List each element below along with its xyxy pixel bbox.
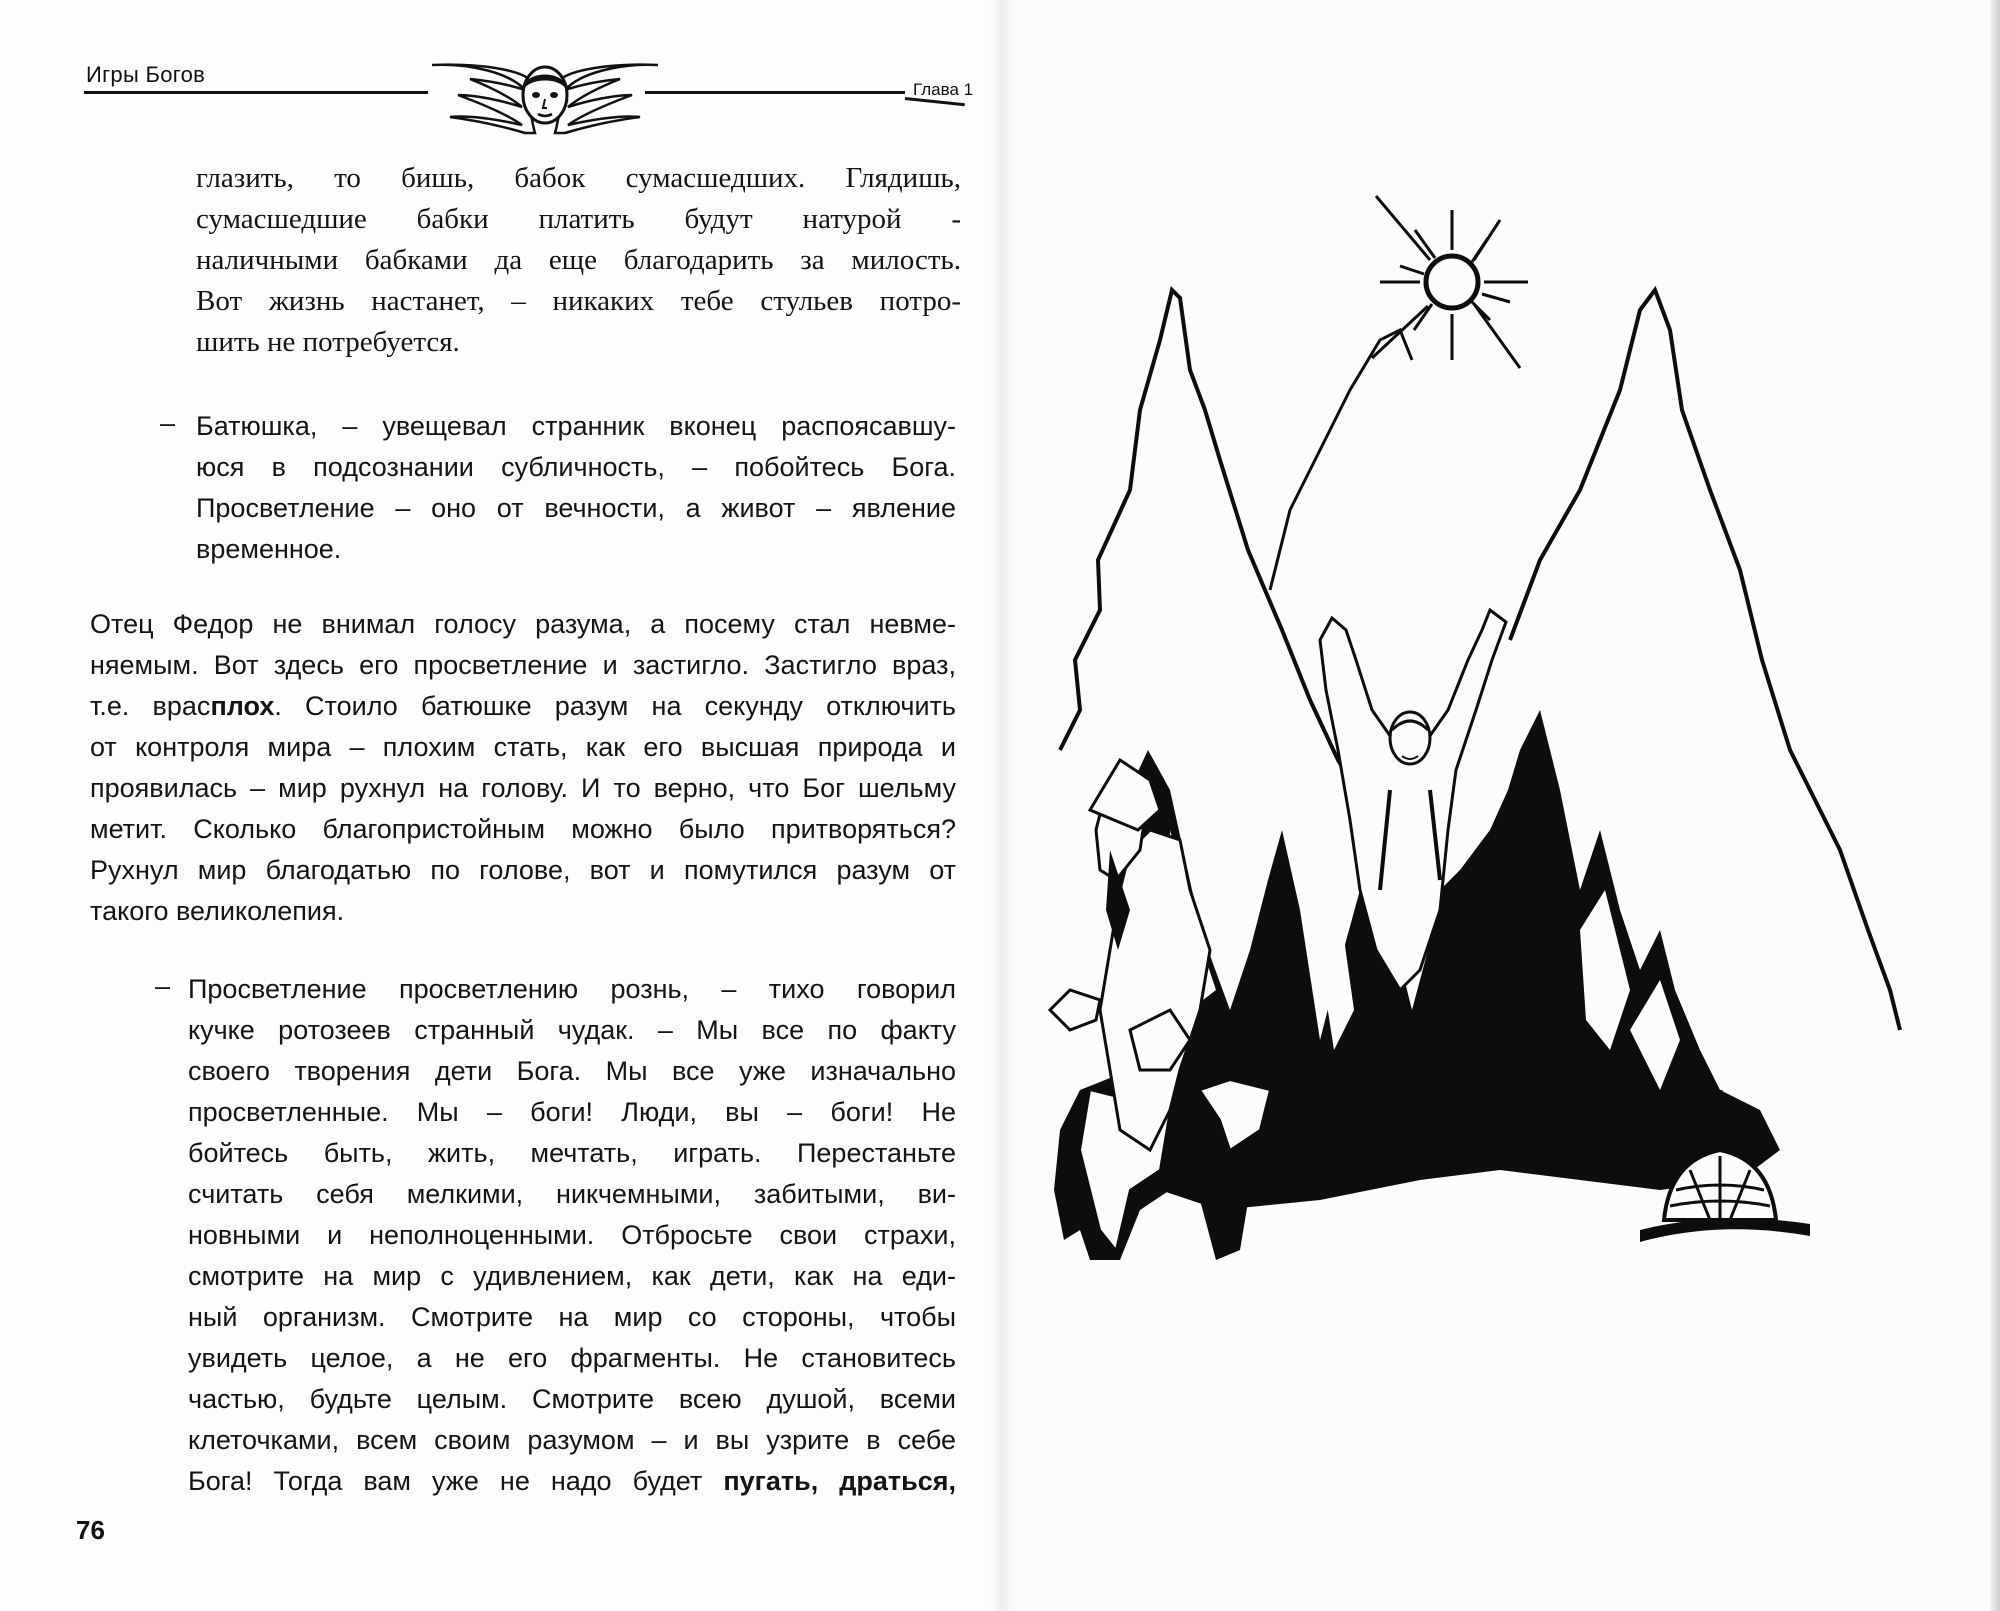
running-head-chapter: Глава 1: [913, 80, 974, 99]
text-line: Батюшка, – увещевал странник вконец распоясавшу-: [196, 411, 956, 441]
text-line: Просветление – оно от вечности, а живот – явление: [196, 493, 956, 523]
text-line: метит. Сколько благопристойным можно было притворяться?: [90, 814, 956, 844]
bold-word: плох: [210, 691, 275, 721]
paragraph-dialogue-eccentric: [188, 969, 956, 1502]
text-line: глазить, то бишь, бабок сумасшедших. Глядишь,: [196, 162, 961, 194]
page-number: 76: [76, 1515, 105, 1545]
text-line: юся в подсознании субличность, – побойтесь Бога.: [196, 452, 956, 482]
dialogue-dash: –: [155, 971, 171, 1001]
header-rule-right: [645, 91, 905, 94]
text-line: проявилась – мир рухнул на голову. И то верно, что Бог шельму: [90, 773, 956, 803]
text-line: увидеть целое, а не его фрагменты. Не становитесь: [188, 1343, 956, 1373]
angel-head-ornament-icon: [430, 55, 660, 135]
text-line: няемым. Вот здесь его просветление и застигло. Застигло враз,: [90, 650, 956, 680]
text-line: просветленные. Мы – боги! Люди, вы – боги! Не: [188, 1097, 956, 1127]
paragraph-narration: [90, 604, 956, 932]
text-line-with-bold: [90, 686, 956, 727]
text-run: т.е. врас: [90, 691, 211, 721]
text-run: . Стоило батюшке разум на секунду отключить: [274, 691, 956, 721]
text-line: клеточками, всем своим разумом – и вы узрите в себе: [188, 1425, 956, 1455]
text-line: своего творения дети Бога. Мы все уже изначально: [188, 1056, 956, 1086]
page-edge-shadow: [1990, 0, 2000, 1611]
text-line: наличными бабками да еще благодарить за милость.: [196, 244, 961, 276]
left-mountain: [1060, 290, 1368, 810]
paragraph-dialogue-wanderer: [196, 406, 956, 570]
sun-icon: [1372, 196, 1528, 368]
book-gutter: [990, 0, 1014, 1611]
paragraph-continuation: [196, 158, 961, 363]
text-line: Отец Федор не внимал голосу разума, а посему стал невме-: [90, 609, 956, 639]
text-line: частью, будьте целым. Смотрите всею душой, всеми: [188, 1384, 956, 1414]
text-line: Вот жизнь настанет, – никаких тебе стульев потро-: [196, 285, 961, 317]
text-line: смотрите на мир с удивлением, как дети, как на еди-: [188, 1261, 956, 1291]
text-line: от контроля мира – плохим стать, как его высшая природа и: [90, 732, 956, 762]
text-line-with-bold: [188, 1461, 956, 1502]
header-rule-left: [84, 91, 428, 94]
text-line: кучке ротозеев странный чудак. – Мы все по факту: [188, 1015, 956, 1045]
text-line: сумасшедшие бабки платить будут натурой -: [196, 203, 961, 235]
text-run: Бога! Тогда вам уже не надо будет: [188, 1466, 724, 1496]
bold-phrase: пугать, драться,: [723, 1466, 956, 1496]
text-line: такого великолепия.: [90, 896, 345, 926]
text-line: новными и неполноценными. Отбросьте свои страхи,: [188, 1220, 956, 1250]
dialogue-dash: –: [160, 408, 176, 438]
text-line: ный организм. Смотрите на мир со стороны, чтобы: [188, 1302, 956, 1332]
text-line: считать себя мелкими, никчемными, забитыми, ви-: [188, 1179, 956, 1209]
text-line: Просветление просветлению рознь, – тихо говорил: [188, 974, 956, 1004]
text-line: шить не потребуется.: [196, 326, 460, 358]
mountains-monk-sun-illustration-icon: [1020, 190, 1920, 1420]
text-line: бойтесь быть, жить, мечтать, играть. Перестаньте: [188, 1138, 956, 1168]
text-line: временное.: [196, 534, 342, 564]
middle-ridge: [1270, 330, 1412, 590]
text-line: Рухнул мир благодатью по голове, вот и помутился разум от: [90, 855, 956, 885]
running-head-book-title: Игры Богов: [86, 62, 206, 87]
